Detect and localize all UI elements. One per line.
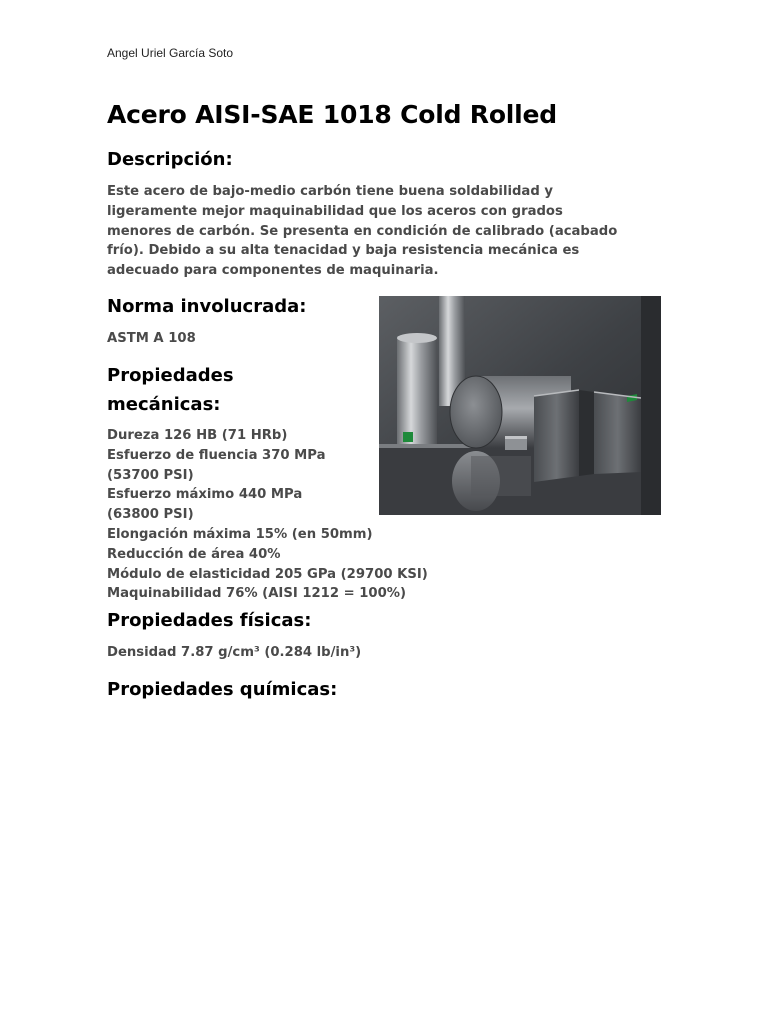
descripcion-text <box>107 182 667 281</box>
norma-text <box>107 329 196 349</box>
steel-bars-photo <box>379 296 661 515</box>
fisicas-heading: Propiedades físicas: <box>107 610 312 631</box>
fisicas-value: Densidad 7.87 g/cm³ (0.284 lb/in³) <box>107 645 362 660</box>
descripcion-line: frío). Debido a su alta tenacidad y baja resistencia mecánica es <box>107 243 580 259</box>
fisicas-text <box>107 643 361 663</box>
descripcion-heading: Descripción: <box>107 149 233 170</box>
descripcion-line: adecuado para componentes de maquinaria. <box>107 263 439 279</box>
descripcion-line: menores de carbón. Se presenta en condición de calibrado (acabado <box>107 223 618 239</box>
mecanicas-line: Elongación máxima 15% (en 50mm) <box>107 526 373 542</box>
mecanicas-line: (53700 PSI) <box>107 467 194 483</box>
quimicas-heading: Propiedades químicas: <box>107 679 338 700</box>
mecanicas-line: Esfuerzo máximo 440 MPa <box>107 487 303 503</box>
descripcion-line: ligeramente mejor maquinabilidad que los aceros con grados <box>107 203 563 219</box>
mecanicas-line: Módulo de elasticidad 205 GPa (29700 KSI) <box>107 566 428 582</box>
mecanicas-heading-line1: Propiedades <box>107 365 234 386</box>
norma-heading: Norma involucrada: <box>107 296 307 317</box>
mecanicas-line: Reducción de área 40% <box>107 546 281 562</box>
mecanicas-line: Esfuerzo de fluencia 370 MPa <box>107 447 326 463</box>
mecanicas-line: Maquinabilidad 76% (AISI 1212 = 100%) <box>107 586 407 602</box>
document-title: Acero AISI-SAE 1018 Cold Rolled <box>107 100 557 129</box>
descripcion-line: Este acero de bajo-medio carbón tiene buena soldabilidad y <box>107 184 553 199</box>
author-header: Angel Uriel García Soto <box>107 46 234 60</box>
norma-value: ASTM A 108 <box>107 331 196 346</box>
mecanicas-line: (63800 PSI) <box>107 507 194 523</box>
mecanicas-heading-line2: mecánicas: <box>107 394 221 415</box>
mecanicas-line: Dureza 126 HB (71 HRb) <box>107 428 288 443</box>
